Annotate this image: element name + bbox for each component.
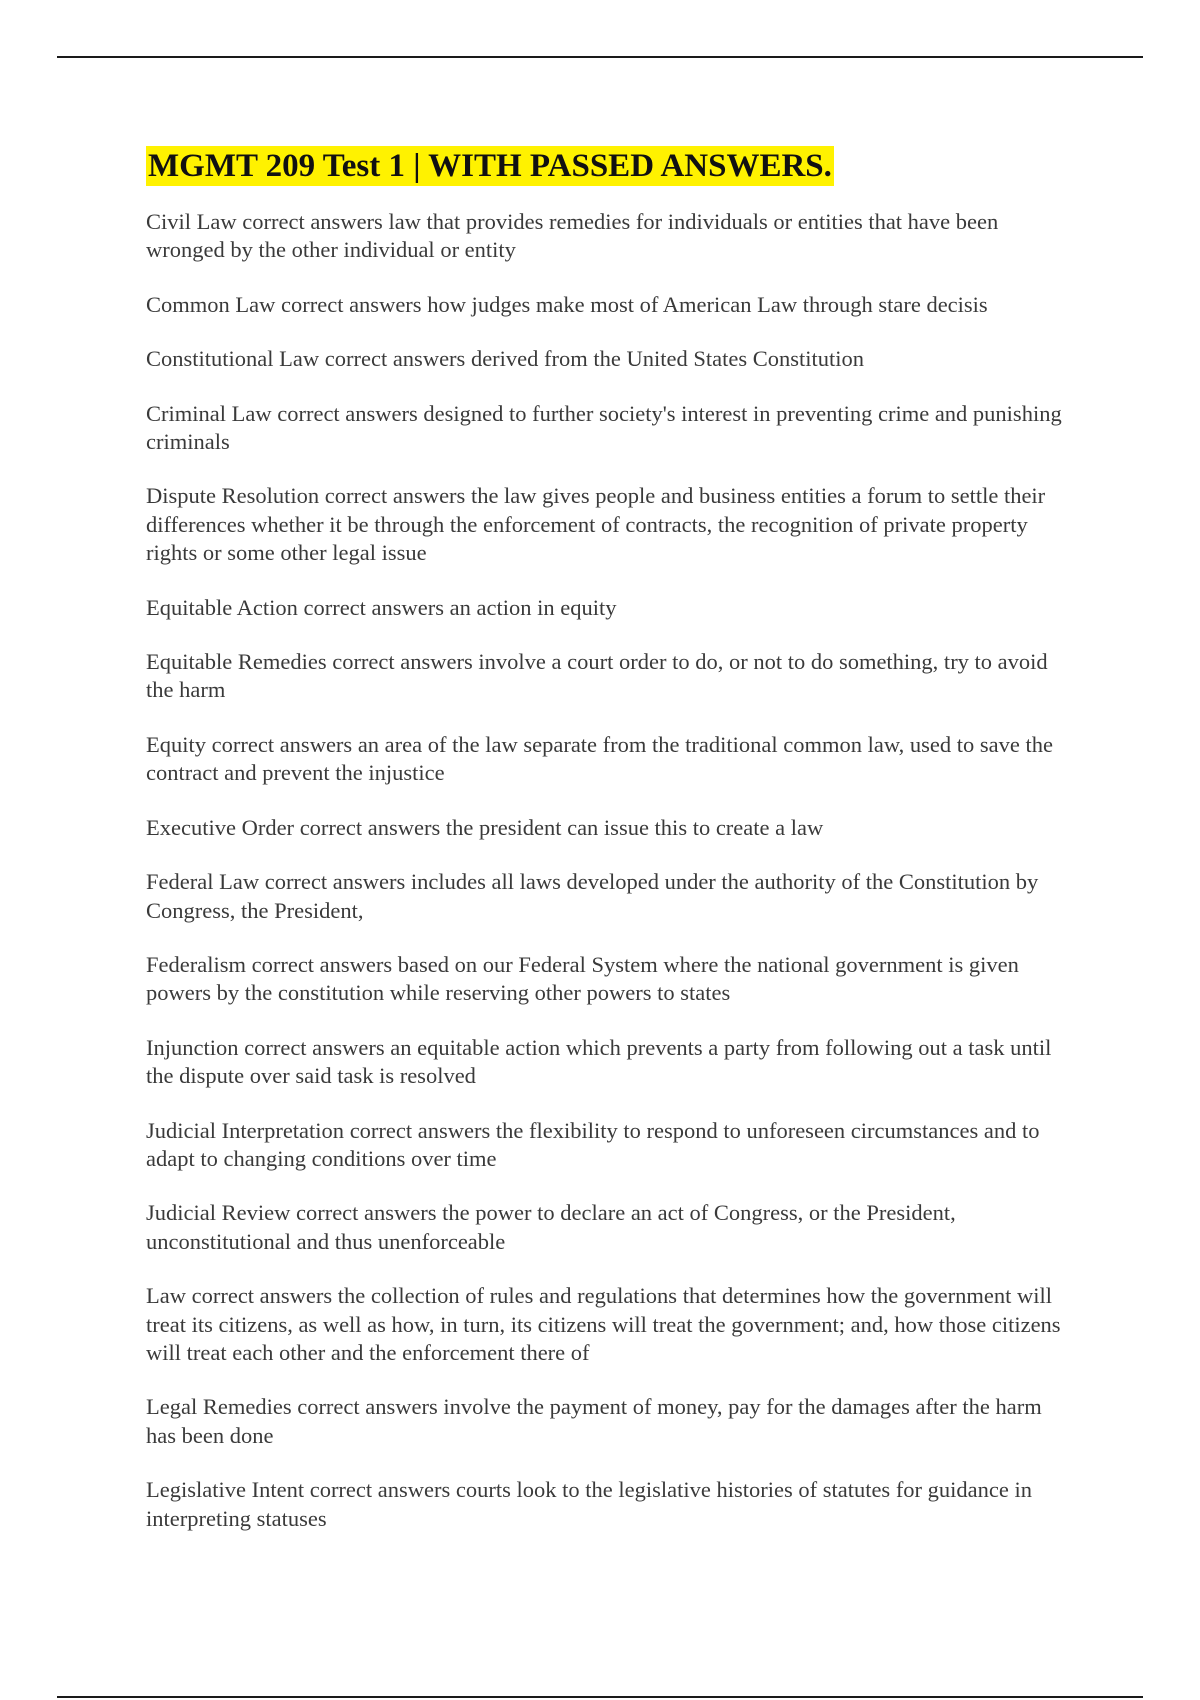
entry-term: Common Law [146, 291, 276, 317]
list-item [146, 731, 1076, 788]
entry-definition: law that provides remedies for individuals or entities that have been wronged by the other individual or entity [146, 209, 999, 263]
entry-list [146, 208, 1076, 1533]
entry-term: Executive Order [146, 814, 295, 840]
entry-term: Legal Remedies [146, 1394, 292, 1420]
entry-separator: correct answers [251, 951, 393, 977]
entry-separator: correct answers [211, 731, 353, 757]
entry-term: Federalism [146, 951, 246, 977]
entry-definition: how judges make most of American Law through stare decisis [427, 291, 988, 317]
entry-separator: correct answers [349, 1117, 491, 1143]
entry-term: Equitable Action [146, 594, 298, 620]
list-item [146, 868, 1076, 925]
entry-definition: an area of the law separate from the traditional common law, used to save the contract and prevent the injustice [146, 731, 1053, 786]
list-item [146, 1117, 1076, 1174]
list-item [146, 594, 1076, 622]
list-item [146, 1199, 1076, 1256]
entry-definition: the president can issue this to create a law [445, 814, 824, 840]
entry-definition: the law gives people and business entities a forum to settle their differences whether it be through the enforcement of contracts, the recognition of private property rights or some other legal issue [146, 483, 1046, 566]
entry-definition: the power to declare an act of Congress, or the President, unconstitutional and thus unenforceable [146, 1200, 956, 1254]
entry-separator: correct answers [264, 869, 406, 895]
entry-separator: correct answers [297, 1394, 438, 1420]
header-rule [57, 56, 1143, 58]
list-item [146, 814, 1076, 842]
entry-separator: correct answers [281, 291, 422, 317]
entry-term: Judicial Review [146, 1200, 291, 1226]
list-item [146, 1476, 1076, 1533]
list-item [146, 951, 1076, 1008]
entry-definition: based on our Federal System where the national government is given powers by the constitution while reserving other powers to states [146, 951, 1019, 1006]
entry-separator: correct answers [244, 1034, 385, 1060]
entry-definition: the flexibility to respond to unforeseen circumstances and to adapt to changing conditions over time [146, 1117, 1040, 1171]
entry-separator: correct answers [309, 1477, 451, 1503]
list-item [146, 291, 1076, 319]
document-title: MGMT 209 Test 1 | WITH PASSED ANSWERS. [148, 148, 832, 184]
list-item [146, 1034, 1076, 1091]
list-item [146, 345, 1076, 373]
entry-separator: correct answers [191, 1283, 333, 1309]
entry-separator: correct answers [332, 649, 473, 675]
entry-term: Equitable Remedies [146, 649, 327, 675]
entry-separator: correct answers [324, 483, 466, 509]
entry-separator: correct answers [277, 400, 418, 426]
entry-definition: the collection of rules and regulations that determines how the government will treat its citizens, as well as how, in turn, its citizens will treat the government; and, how those citizens will treat each other and the enforcement there of [146, 1283, 1061, 1365]
list-item [146, 208, 1076, 265]
list-item [146, 1282, 1076, 1367]
entry-separator: correct answers [303, 594, 445, 620]
entry-definition: an action in equity [449, 594, 617, 620]
entry-definition: an equitable action which prevents a party from following out a task until the dispute over said task is resolved [146, 1034, 1052, 1089]
list-item [146, 482, 1076, 567]
entry-term: Criminal Law [146, 400, 272, 426]
entry-definition: designed to further society's interest in preventing crime and punishing criminals [146, 400, 1062, 455]
footer-rule [57, 1696, 1143, 1698]
entry-term: Dispute Resolution [146, 483, 320, 509]
entry-definition: includes all laws developed under the authority of the Constitution by Congress, the President, [146, 869, 1039, 923]
entry-term: Law [146, 1283, 186, 1309]
entry-term: Civil Law [146, 209, 237, 234]
entry-term: Federal Law [146, 869, 260, 895]
entry-separator: correct answers [295, 1200, 437, 1226]
entry-separator: correct answers [299, 814, 441, 840]
entry-term: Equity [146, 731, 206, 757]
entry-separator: correct answers [324, 346, 466, 372]
entry-term: Constitutional Law [146, 346, 320, 372]
entry-separator: correct answers [242, 209, 383, 234]
list-item [146, 400, 1076, 457]
entry-definition: derived from the United States Constitution [470, 346, 865, 372]
entry-term: Judicial Interpretation [146, 1117, 345, 1143]
entry-definition: involve a court order to do, or not to do something, try to avoid the harm [146, 649, 1048, 703]
entry-definition: involve the payment of money, pay for the damages after the harm has been done [146, 1394, 1042, 1448]
entry-definition: courts look to the legislative histories of statutes for guidance in interpreting statuses [146, 1477, 1033, 1531]
list-item [146, 1393, 1076, 1450]
entry-term: Injunction [146, 1034, 239, 1060]
entry-term: Legislative Intent [146, 1477, 305, 1503]
document-body [146, 146, 1076, 1559]
list-item [146, 648, 1076, 705]
